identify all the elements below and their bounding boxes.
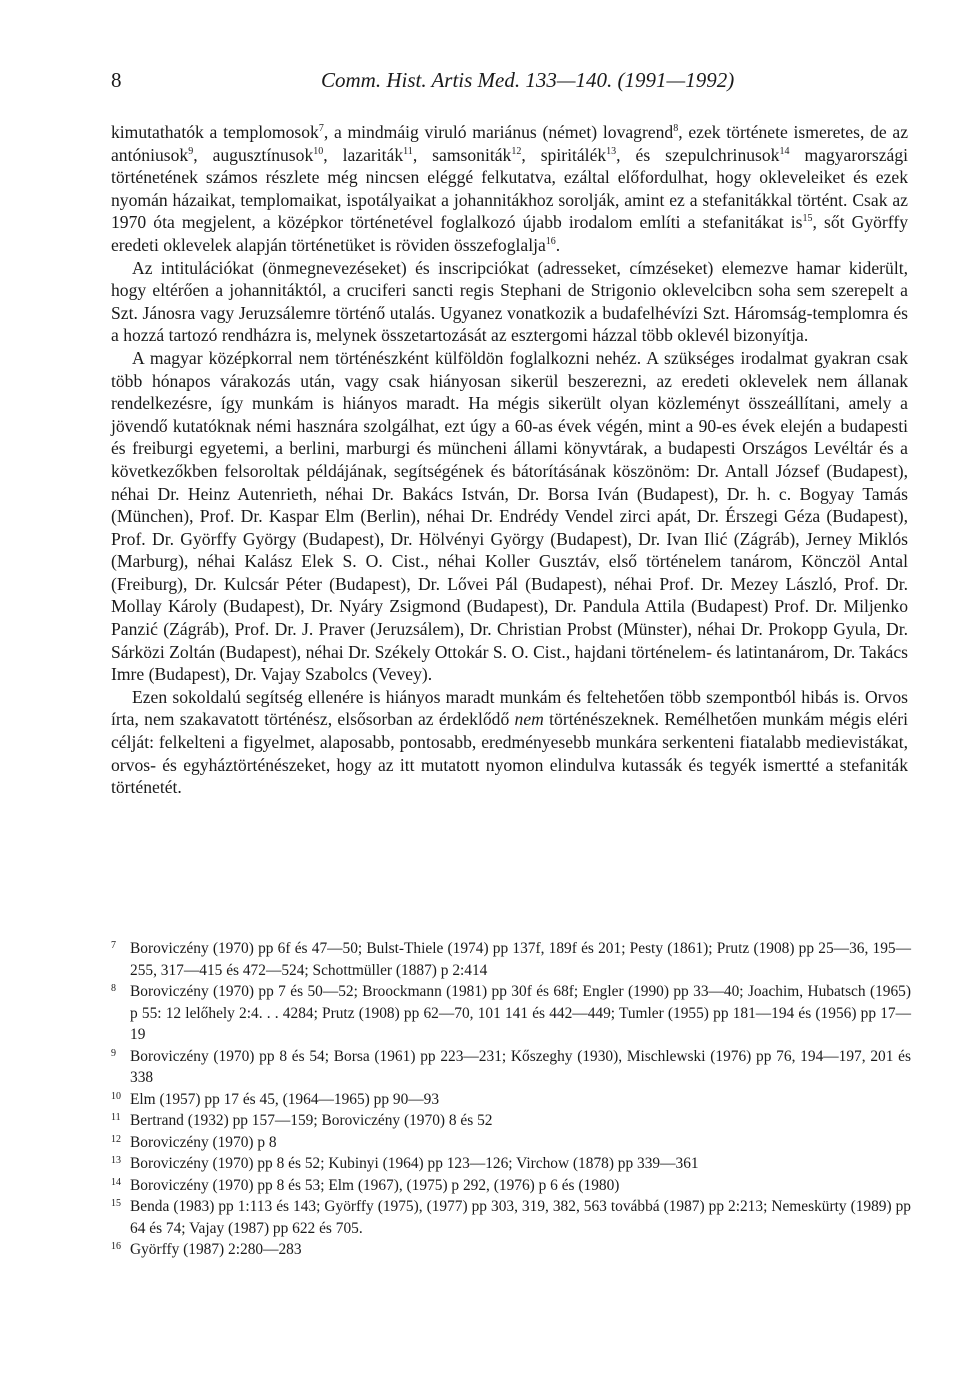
text-run: , a mindmáig viruló mariánus (német) lovagrend xyxy=(323,122,674,142)
text-run: magyarországi történetének számos részlete még nincsen eléggé felkutatva, ezáltal előfordulhat, hogy okleveleiket és ezek nyomán házaikat, templomaikat, ispotályaikat a johannitákhoz sorolják, amint ez a stefanitákkal történt. Csak az 1970 óta megjelent, a középkor történetével foglalkozó újabb irodalom említi a stefanitákat is xyxy=(111,144,909,233)
footnote xyxy=(111,1153,911,1175)
footnote-number: 10 xyxy=(111,1090,121,1102)
text-run: , augusztínusok xyxy=(193,144,314,165)
footnote-number: 8 xyxy=(111,983,116,994)
text-run: , és szepulchrinusok xyxy=(616,144,780,165)
page-header xyxy=(111,68,911,98)
footnote-number: 7 xyxy=(111,940,116,951)
footnote-text: Benda (1983) pp 1:113 és 143; Györffy (1975), (1977) pp 303, 319, 382, 563 továbbá (1987) pp 2:213; Nemeskürty (1989) pp 64 és 74; Vajay (1987) pp 622 és 705. xyxy=(130,1198,911,1237)
footnote-ref: 16 xyxy=(545,235,556,247)
text-run: , sőt Györffy eredeti oklevelek alapján történetüket is röviden összefoglalja xyxy=(111,212,908,255)
body-text xyxy=(111,121,908,799)
footnote xyxy=(111,1239,911,1261)
footnote xyxy=(111,938,911,981)
footnote xyxy=(111,1089,911,1111)
footnote-number: 13 xyxy=(111,1155,121,1166)
footnote xyxy=(111,1175,911,1197)
text-run: , samsoniták xyxy=(412,144,512,165)
footnote-text: Boroviczény (1970) pp 8 és 52; Kubinyi (1964) pp 123—126; Virchow (1878) pp 339—361 xyxy=(130,1155,699,1172)
footnote xyxy=(111,981,911,1046)
footnote xyxy=(111,1110,911,1132)
page-number: 8 xyxy=(111,68,122,92)
footnote-text: Boroviczény (1970) pp 8 és 54; Borsa (1961) pp 223—231; Kőszeghy (1930), Mischlewski (1976) pp 76, 194—197, 201 és 338 xyxy=(130,1047,911,1086)
footnote-text: Boroviczény (1970) pp 6f és 47—50; Bulst-Thiele (1974) pp 137f, 189f és 201; Pesty (1861); Prutz (1908) pp 25—36, 195—255, 317—415 és 472—524; Schottmüller (1887) p 2:414 xyxy=(130,940,911,979)
text-run: Ezen sokoldalú segítség ellenére is hiányos maradt munkám és feltehetően több szempontból hibás is. Orvos írta, nem szakavatott történész, elsősorban az érdeklődő xyxy=(111,686,908,730)
text-run: , spiritálék xyxy=(521,144,607,165)
footnote-text: Györffy (1987) 2:280—283 xyxy=(130,1241,302,1258)
text-run: , lazariták xyxy=(323,144,404,165)
footnote xyxy=(111,1196,911,1239)
footnote-text: Boroviczény (1970) p 8 xyxy=(130,1133,277,1151)
footnotes xyxy=(111,938,911,1261)
text-run: kimutathatók a templomosok xyxy=(111,122,319,142)
footnote-ref: 11 xyxy=(403,145,413,157)
footnote-number: 15 xyxy=(111,1198,121,1209)
paragraph-3: A magyar középkorral nem történészként külföldön foglalkozni nehéz. A szükséges irodalmat gyakran csak több hónapos várakozás után, vagy csak hiányosan sikerül beszerezni, az eredeti oklevelek nem állanak rendelkezésre, így munkám is hiányos maradt. Ha mégis sikerült olyan közleményt összeállítani, amely a jövendő kutatóknak némi hasznára szolgálhat, ezt úgy a 60-as évek végén, mint a 90-es évek elején a budapesti és freiburgi egyetemi, a berlini, marburgi és müncheni állami könyvtárak, a budapesti Országos Levéltár és a következőkben felsoroltak példájának, segítségének és bátorításának köszönöm: Dr. Antall József (Budapest), néhai Dr. Heinz Autenrieth, néhai Dr. Bakács István, Dr. Borsa Iván (Budapest), Dr. h. c. Bogyay Tamás (München), Prof. Dr. Kaspar Elm (Berlin), néhai Dr. Endrédy Vendel zirci apát, Dr. Érszegi Géza (Budapest), Prof. Dr. Györffy György (Budapest), Dr. Hölvényi György (Budapest), Dr. Ivan Ilić (Zágráb), Jerney Miklós (Marburg), néhai Kalász Elek S. O. Cist., néhai Koller Gusztáv, első történelem tanárom, Könczöl Antal (Freiburg), Dr. Kulcsár Péter (Budapest), Dr. Lővei Pál (Budapest), néhai Prof. Dr. Mezey László, Prof. Dr. Mollay Károly (Budapest), Dr. Nyáry Zsigmond (Budapest), Dr. Pandula Attila (Budapest) Prof. Dr. Miljenko Panzić (Zágráb), Prof. Dr. J. Praver (Jeruzsálem), Dr. Christian Probst (Münster), néhai Dr. Prokopp Gyula, Dr. Sárközi Zoltán (Budapest), néhai Dr. Székely Ottokár S. O. Cist., hajdani történelem- és latintanárom, Dr. Takács Imre (Budapest), Dr. Vajay Szabolcs (Vevey). xyxy=(111,347,908,685)
text-run: történészeknek. Remélhetően munkám mégis eléri célját: felkelteni a figyelmet, alaposabb, pontosabb, eredményesebb munkára serkenteni fiatalabb medievistákat, orvos- és egyháztörténészeket, hogy az itt mutatott nyomon elindulva kutassák és tegyék ismertté a stefaniták történetét. xyxy=(111,709,908,798)
paragraph-2: Az intitulációkat (önmegnevezéseket) és inscripciókat (adresseket, címzéseket) elemezve hamar kiderült, hogy eltérően a johannitáktól, a cruciferi sancti regis Stephani de Strigonio oklevelcibcn soha sem szerepelt a Szt. Jánosra vagy Jeruzsálemre történő utalás. Ugyanez vonatkozik a budafelhévízi Szt. Háromság-templomra és a hozzá tartozó rendházra is, melynek összetartozását az esztergomi házzal több oklevél bizonyítja. xyxy=(111,257,908,346)
text-run: . xyxy=(555,234,561,255)
footnote-ref: 8 xyxy=(673,123,679,134)
footnote-text: Boroviczény (1970) pp 7 és 50—52; Broockmann (1981) pp 30f és 68f; Engler (1990) pp 33—40; Joachim, Hubatsch (1965) p 55: 12 lelőhely 2:4. . . 4284; Prutz (1908) pp 62—70, 101 141 és 442—449; Tumler (1955) pp 181—194 és (1956) pp 17—19 xyxy=(130,983,911,1043)
footnote-number: 12 xyxy=(111,1133,121,1145)
footnote-ref: 13 xyxy=(606,145,617,157)
footnote-ref: 15 xyxy=(802,213,813,225)
footnote-text: Bertrand (1932) pp 157—159; Boroviczény (1970) 8 és 52 xyxy=(130,1112,493,1129)
footnote xyxy=(111,1046,911,1089)
text-run: , ezek története ismeretes, de az antóniusok xyxy=(111,122,908,165)
running-head: Comm. Hist. Artis Med. 133—140. (1991—1992) xyxy=(321,68,735,92)
footnote xyxy=(111,1132,911,1154)
paragraph-1 xyxy=(111,121,908,257)
emphasis: nem xyxy=(514,709,544,730)
footnote-number: 11 xyxy=(111,1112,121,1123)
footnote-ref: 10 xyxy=(313,145,324,157)
footnote-ref: 14 xyxy=(779,145,790,157)
footnote-text: Boroviczény (1970) pp 8 és 53; Elm (1967), (1975) p 292, (1976) p 6 és (1980) xyxy=(130,1176,620,1194)
footnote-text: Elm (1957) pp 17 és 45, (1964—1965) pp 90—93 xyxy=(130,1090,440,1108)
footnote-ref: 12 xyxy=(511,145,522,157)
footnote-ref: 9 xyxy=(188,145,194,157)
footnote-ref: 7 xyxy=(318,123,324,134)
footnote-number: 9 xyxy=(111,1047,116,1059)
paragraph-4 xyxy=(111,686,908,799)
footnote-number: 16 xyxy=(111,1241,121,1252)
footnote-number: 14 xyxy=(111,1176,121,1188)
